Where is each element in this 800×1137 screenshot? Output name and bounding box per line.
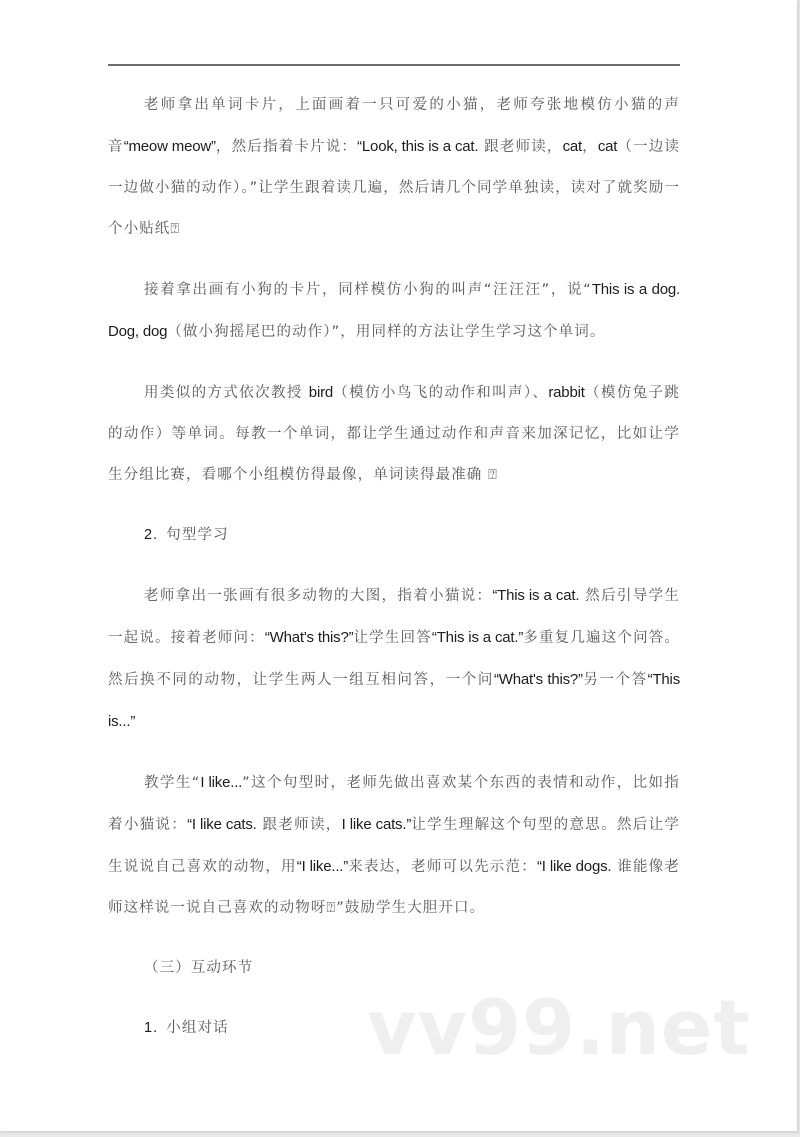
- heading-label: 小组对话: [166, 1020, 229, 1036]
- english-text: cat: [597, 138, 618, 155]
- english-text: “This is a cat.: [492, 587, 580, 604]
- chinese-text: 跟老师读，: [256, 817, 342, 833]
- english-text: “This is a cat.”: [431, 629, 524, 646]
- chinese-text: （做小狗摇尾巴的动作）”，用同样的方法让学生学习这个单词。: [167, 324, 606, 340]
- english-text: bird: [308, 384, 334, 401]
- chinese-text: 老师拿出单词卡片，上面画着一只可爱的小猫，老师夸张地模仿小猫的声音: [108, 97, 680, 155]
- chinese-text: 用类似的方式依次教授: [144, 385, 309, 401]
- paragraph-dog-card: [108, 269, 680, 353]
- chinese-text: 老师拿出一张画有很多动物的大图，指着小猫说：: [144, 588, 493, 604]
- english-text: rabbit: [548, 384, 585, 401]
- english-text: cat: [562, 138, 583, 155]
- chinese-text: 接着拿出画有小狗的卡片，同样模仿小狗的叫声“汪汪汪”，说“: [144, 282, 592, 298]
- document-body: [108, 85, 680, 1049]
- english-text: “meow meow”: [123, 138, 216, 155]
- english-text: “This is...”: [108, 671, 680, 730]
- chinese-text: 多重复几遍这个问答。然后换不同的动物，让学生两人一组互相问答，一个问: [108, 630, 681, 688]
- english-text: “I like cats.: [187, 816, 257, 833]
- chinese-text: ，: [582, 139, 598, 155]
- english-text: “What's this?”: [493, 671, 583, 688]
- heading-number: 2.: [144, 527, 159, 543]
- chinese-text: 另一个答: [582, 672, 648, 688]
- chinese-text: 教学生“: [144, 775, 201, 791]
- chinese-text: 让学生理解这个句型的意思。然后让学生说说自己喜欢的动物，用: [108, 817, 680, 875]
- chinese-text: ”这个句型时，老师先做出喜欢某个东西的表情和动作，比如指着小猫说：: [108, 775, 680, 833]
- english-text: “I like dogs.: [537, 858, 612, 875]
- chinese-text: ，然后指着卡片说：: [215, 139, 358, 155]
- english-text: This is a dog. Dog, dog: [108, 281, 680, 340]
- english-text: “What's this?”: [264, 629, 354, 646]
- heading-sentence-learning: [108, 515, 680, 556]
- paragraph-whats-this: [108, 575, 680, 743]
- watermark: vv99.net: [367, 983, 751, 1072]
- chinese-text: （模仿兔子跳的动作）等单词。每教一个单词，都让学生通过动作和声音来加深记忆，比如让学生分组比赛，看哪个小组模仿得最像，单词读得最准确 ⍰: [108, 385, 680, 483]
- heading-label: 句型学习: [166, 527, 229, 543]
- header-rule: [108, 64, 680, 66]
- heading-number: 1.: [144, 1020, 159, 1036]
- paragraph-cat-card: [108, 85, 680, 250]
- chinese-text: 跟老师读，: [478, 139, 563, 155]
- chinese-text: （一边读一边做小猫的动作）。”让学生跟着读几遍，然后请几个同学单独读，读对了就奖励一个小贴纸⍰: [108, 139, 681, 237]
- section-label: （三）互动环节: [144, 960, 254, 976]
- english-text: I like...: [200, 774, 243, 791]
- english-text: I like cats.”: [341, 816, 412, 833]
- chinese-text: 来表达，老师可以先示范：: [348, 859, 537, 875]
- chinese-text: （模仿小鸟飞的动作和叫声）、: [333, 385, 549, 401]
- chinese-text: 然后引导学生一起说。接着老师问：: [108, 588, 681, 646]
- chinese-text: 谁能像老师这样说一说自己喜欢的动物呀⍰”鼓励学生大胆开口。: [108, 859, 681, 916]
- paragraph-i-like: [108, 762, 680, 929]
- english-text: “I like...”: [296, 858, 349, 875]
- paragraph-other-words: [108, 372, 680, 496]
- english-text: “Look, this is a cat.: [357, 138, 479, 155]
- chinese-text: 让学生回答: [353, 630, 432, 646]
